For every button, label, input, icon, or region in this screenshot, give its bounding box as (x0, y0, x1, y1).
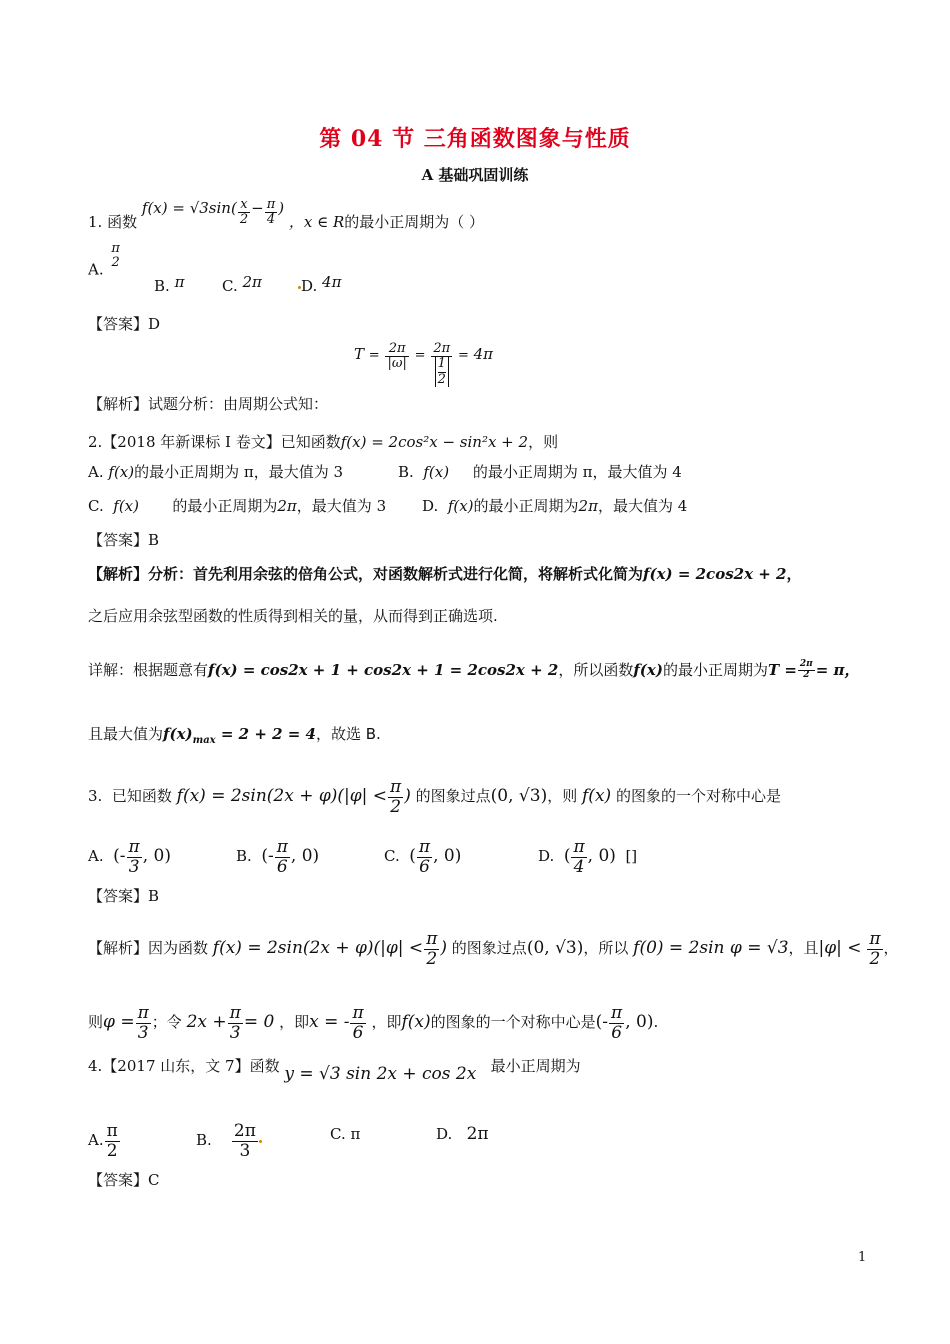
q4-stem: 4.【2017 山东，文 7】函数 y = √3 sin 2x + cos 2x 最小正周期为 (88, 1057, 581, 1084)
q1-number: 1. (88, 212, 103, 231)
q2-answer: 【答案】B (88, 531, 160, 549)
q2-func: f(x) = 2cos²x − sin²x + 2 (340, 433, 529, 451)
q1-frac-x2: $\frac{x}{2}$ (239, 197, 249, 228)
q3-optB-frac: $\frac{\pi}{6}$ (276, 837, 288, 877)
q2-frac-2pi-2: $\frac{2\pi}{2}$ (799, 659, 813, 680)
q1-func: f(x) = √3sin( (141, 198, 237, 217)
q1-domain: ，x ∈ R (288, 212, 345, 231)
page-title: 第 04 节 三角函数图象与性质 (319, 126, 631, 152)
q1-optB: B. π (154, 273, 185, 295)
q1-optA-value: π 2 (111, 241, 120, 271)
q1-prefix: 函数 (107, 212, 138, 231)
q2-analysis-line1: 【解析】分析：首先利用余弦的倍角公式，对函数解析式进行化简，将解析式化简为f(x) = 2cos2x + 2， (88, 565, 802, 583)
q2-stem: 2.【2018 年新课标 I 卷文】已知函数f(x) = 2cos²x − sin²x + 2，则 (88, 433, 559, 451)
page-number: 1 (858, 1250, 867, 1265)
q3-an1-frac2: $\frac{\pi}{2}$ (869, 929, 881, 969)
q1-answer: 【答案】D (88, 315, 161, 333)
q3-optA-frac: $\frac{\pi}{3}$ (128, 837, 140, 877)
q1-close: ) (278, 198, 285, 217)
q2-analysis-line2: 之后应用余弦型函数的性质得到相关的量，从而得到正确选项. (88, 607, 498, 625)
q1-period-formula: T = $\frac{2\pi}{|\omega|}$ = $\frac{2\pi}{\frac{1}{2}}$ = 4π (354, 341, 494, 387)
q3-answer: 【答案】B (88, 887, 160, 905)
q3-an2-frac3: $\frac{\pi}{6}$ (352, 1003, 364, 1043)
q2-optD: D. f(x)的最小正周期为2π，最大值为 4 (422, 497, 688, 515)
q1-optC: C. 2π (222, 273, 262, 295)
q2-optC: C. f(x) 的最小正周期为2π，最大值为 3 (88, 497, 387, 515)
q4-optC: C. π (330, 1125, 361, 1143)
q4-func: y = √3 sin 2x + cos 2x (284, 1064, 477, 1084)
q3-optA: A. (- $\frac{\pi}{3}$ , 0) (88, 837, 171, 877)
q4-optB: B. $\frac{2\pi}{3}$ (196, 1122, 262, 1160)
q2-optB: B. f(x) 的最小正周期为 π，最大值为 4 (398, 463, 682, 481)
q1-stem (88, 197, 485, 238)
q1-frac-2pi-omega: $\frac{2\pi}{|\omega|}$ (387, 341, 407, 372)
q3-an2-frac2: $\frac{\pi}{3}$ (229, 1003, 241, 1043)
q4-optA: A. $\frac{\pi}{2}$ (88, 1121, 118, 1161)
q3-optC: C. ( $\frac{\pi}{6}$ , 0) (384, 837, 462, 877)
q3-analysis-line2: 则φ = $\frac{\pi}{3}$ ；令 2x + $\frac{\pi}{3}$ = 0 ，即x = - $\frac{\pi}{6}$ ，即f(x)的图象的一个对称中心是(- $\frac{\pi}{6}$ , 0). (88, 1003, 659, 1043)
q3-an2-frac4: $\frac{\pi}{6}$ (611, 1003, 623, 1043)
q4-optD: D. 2π (436, 1124, 489, 1144)
q4-optA-frac: $\frac{\pi}{2}$ (106, 1121, 118, 1161)
q3-frac-pi2: $\frac{\pi}{2}$ (390, 777, 402, 817)
q3-optD: D. ( $\frac{\pi}{4}$ , 0) [] (538, 837, 638, 877)
q1-options (88, 241, 123, 285)
q4-answer: 【答案】C (88, 1171, 160, 1189)
q3-stem: 3. 已知函数 f(x) = 2sin(2x + φ)(|φ| < $\frac{\pi}{2}$ ) 的图象过点(0, √3)，则 f(x) 的图象的一个对称中心是 (88, 777, 781, 817)
q1-minus: − (251, 198, 264, 217)
q2-max: 且最大值为$f(x)_{max} = 2 + 2 = 4$，故选 B. (88, 725, 381, 746)
q3-an1-frac: $\frac{\pi}{2}$ (426, 929, 438, 969)
q1-frac-2pi-half: $\frac{2\pi}{\frac{1}{2}}$ (433, 341, 451, 387)
q2-optA: A. f(x)的最小正周期为 π，最大值为 3 (88, 463, 344, 481)
q1-frac-pi4: $\frac{\pi}{4}$ (266, 197, 276, 228)
q3-an2-frac1: $\frac{\pi}{3}$ (137, 1003, 149, 1043)
q1-analysis: 【解析】试题分析：由周期公式知： (88, 395, 329, 413)
q1-optA-label: A. (88, 260, 104, 279)
q3-optB: B. (- $\frac{\pi}{6}$ , 0) (236, 837, 320, 877)
q1-suffix: 的最小正周期为（ ） (344, 212, 485, 231)
q3-optD-frac: $\frac{\pi}{4}$ (573, 837, 585, 877)
q4-optB-frac: $\frac{2\pi}{3}$ (233, 1121, 256, 1161)
q3-analysis-line1: 【解析】因为函数 f(x) = 2sin(2x + φ)(|φ| < $\frac{\pi}{2}$ ) 的图象过点(0, √3)，所以 f(0) = 2sin φ = √3，且|φ| < $\frac{\pi}{2}$ ， (88, 929, 899, 969)
section-subtitle: A 基础巩固训练 (421, 166, 529, 184)
q3-optC-frac: $\frac{\pi}{6}$ (418, 837, 431, 877)
marker-dot-icon (259, 1140, 262, 1143)
q2-detail: 详解：根据题意有f(x) = cos2x + 1 + cos2x + 1 = 2cos2x + 2，所以函数f(x)的最小正周期为T = $\frac{2\pi}{2}$ = π， (88, 659, 860, 680)
q1-optD: D. 4π (298, 276, 341, 296)
